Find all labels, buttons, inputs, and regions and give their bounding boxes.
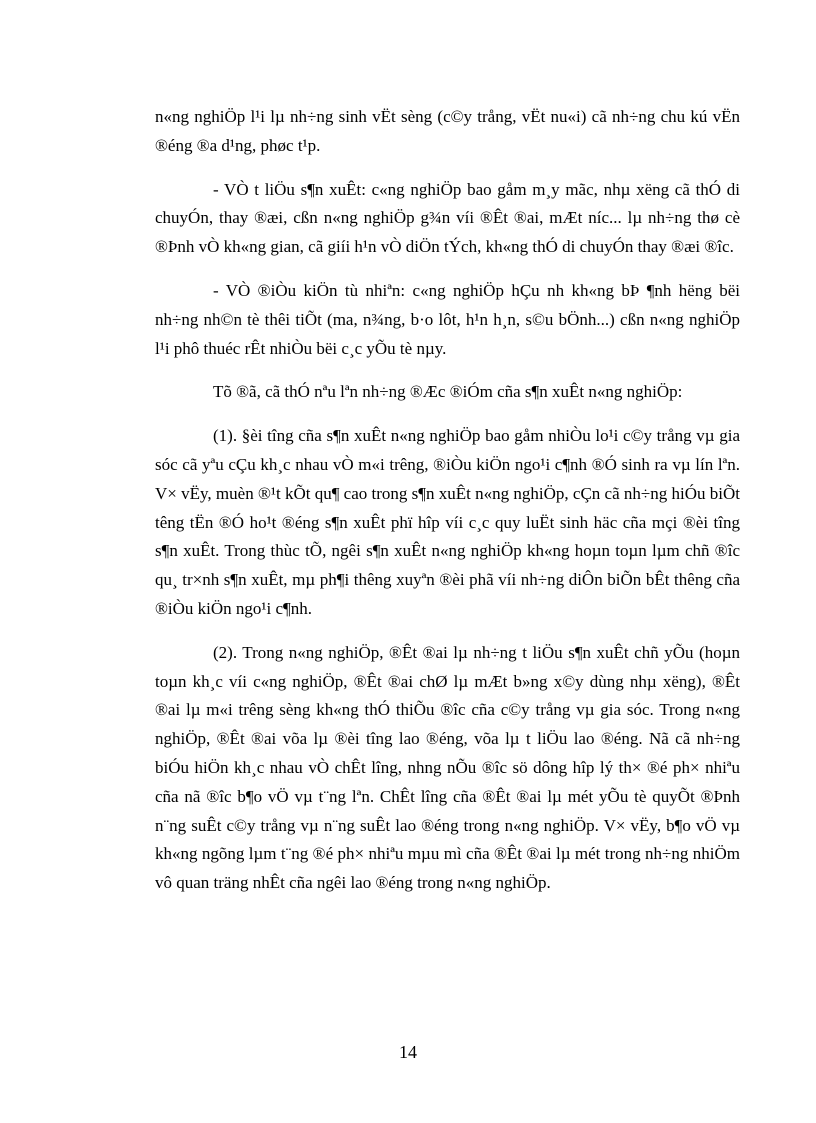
paragraph-1: n«ng nghiÖp l¹i lµ nh÷ng sinh vËt sèng (c©y trång, vËt nu«i) cã nh÷ng chu kú vËn ®éng ®a d¹ng, phøc t¹p. [155,107,740,155]
page-number: 14 [399,1042,417,1062]
paragraph-4: Tõ ®ã, cã thÓ nªu lªn nh÷ng ®Æc ®iÓm cña s¶n xuÊt n«ng nghiÖp: [213,382,683,402]
paragraph-6: (2). Trong n«ng nghiÖp, ®Êt ®ai lµ nh÷ng t liÖu s¶n xuÊt chñ yÕu (hoµn toµn kh¸c víi c«ng nghiÖp, ®Êt ®ai chØ lµ mÆt b»ng x©y dùng nhµ xëng), ®Êt ®ai lµ m«i trêng sèng kh«ng thÓ thiÕu ®îc cña c©y trång vµ gia sóc. Trong n«ng nghiÖp, ®Êt ®ai võa lµ ®èi tîng lao ®éng, võa lµ t liÖu lao ®éng. Nã cã nh÷ng biÓu hiÖn kh¸c nhau vÒ chÊt lîng, nhng nÕu ®îc sö dông hîp lý th× ®é ph× nhiªu cña nã ®îc b¶o vÖ vµ t¨ng lªn. ChÊt lîng cña ®Êt ®ai lµ mét yÕu tè quyÕt ®Þnh n¨ng suÊt c©y trång vµ n¨ng suÊt lao ®éng trong n«ng nghiÖp. V× vËy, b¶o vÖ vµ kh«ng ngõng lµm t¨ng ®é ph× nhiªu mµu mì cña ®Êt ®ai lµ mét trong nh÷ng nhiÖm vô quan träng nhÊt cña ngêi lao ®éng trong n«ng nghiÖp. [155,642,740,893]
document-body [155,103,740,913]
paragraph-3: - VÒ ®iÒu kiÖn tù nhiªn: c«ng nghiÖp hÇu nh kh«ng bÞ ¶nh hëng bëi nh÷ng nh©n tè thêi tiÕt (ma, n¾ng, b·o lôt, h¹n h¸n, s©u bÖnh...) cßn n«ng nghiÖp l¹i phô thuéc rÊt nhiÒu bëi c¸c yÕu tè nµy. [155,280,740,358]
paragraph-5: (1). §èi tîng cña s¶n xuÊt n«ng nghiÖp bao gåm nhiÒu lo¹i c©y trång vµ gia sóc cã yªu cÇu kh¸c nhau vÒ m«i trêng, ®iÒu kiÖn ngo¹i c¶nh ®Ó sinh ra vµ lín lªn. V× vËy, muèn ®¹t kÕt qu¶ cao trong s¶n xuÊt n«ng nghiÖp, cÇn cã nh÷ng hiÓu biÕt têng tËn ®Ó ho¹t ®éng s¶n xuÊt phï hîp víi c¸c quy luËt sinh häc cña mçi ®èi tîng s¶n xuÊt. Trong thùc tÕ, ngêi s¶n xuÊt n«ng nghiÖp kh«ng hoµn toµn lµm chñ ®îc qu¸ tr×nh s¶n xuÊt, mµ ph¶i thêng xuyªn ®èi phã víi nh÷ng diÔn biÕn bÊt thêng cña ®iÒu kiÖn ngo¹i c¶nh. [155,426,740,618]
paragraph-2: - VÒ t liÖu s¶n xuÊt: c«ng nghiÖp bao gåm m¸y mãc, nhµ xëng cã thÓ di chuyÓn, thay ®æi, cßn n«ng nghiÖp g¾n víi ®Êt ®ai, mÆt níc... lµ nh÷ng thø cè ®Þnh vÒ kh«ng gian, cã giíi h¹n vÒ diÖn tÝch, kh«ng thÓ di chuyÓn thay ®æi ®îc. [155,179,740,257]
